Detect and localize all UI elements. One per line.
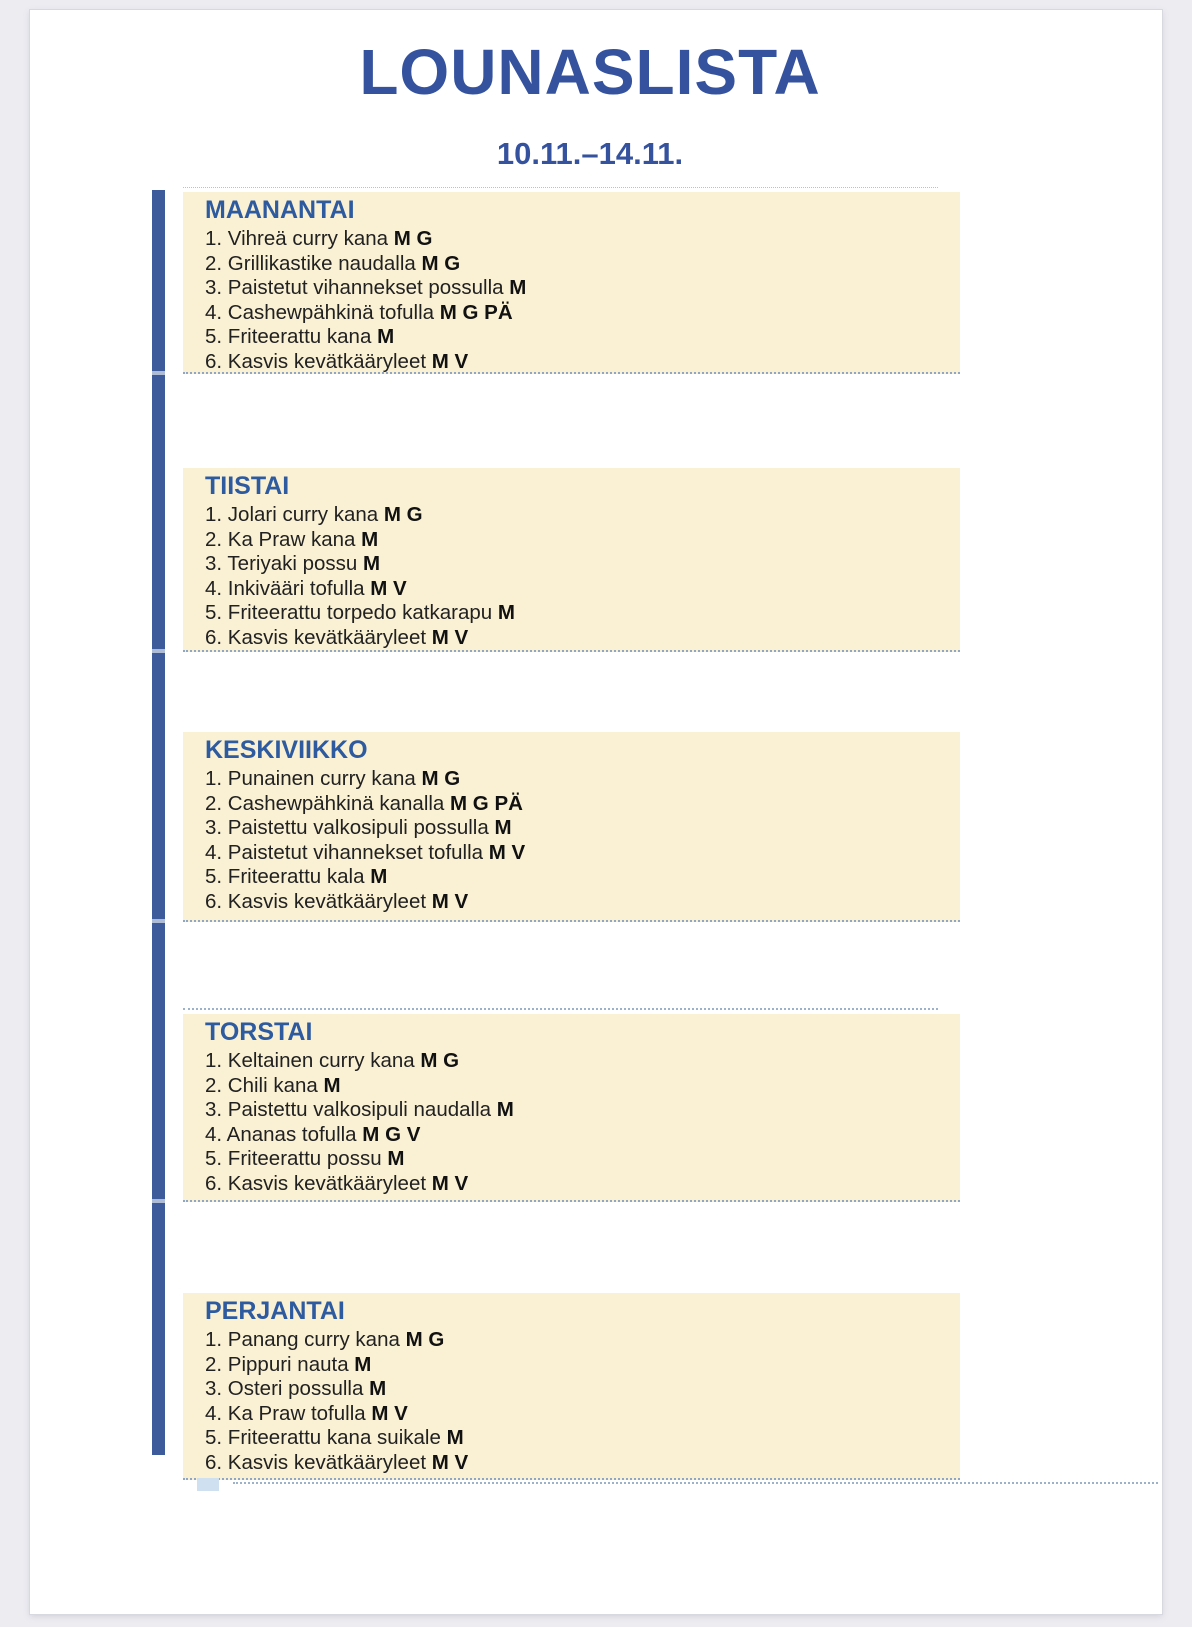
menu-item bbox=[205, 816, 960, 841]
menu-item-diet-tags: M V bbox=[370, 576, 407, 600]
menu-item-text: 4. Ka Praw tofulla bbox=[205, 1401, 372, 1425]
menu-item-diet-tags: M G bbox=[421, 767, 461, 790]
menu-item-text: 1. Keltainen curry kana bbox=[205, 1049, 421, 1072]
menu-item-diet-tags: M G V bbox=[362, 1122, 421, 1146]
menu-item-text: 5. Friteerattu torpedo katkarapu bbox=[205, 601, 498, 625]
menu-item-diet-tags: M bbox=[496, 1098, 514, 1122]
menu-item bbox=[205, 841, 960, 866]
menu-item-text: 3. Osteri possulla bbox=[205, 1377, 370, 1401]
menu-item-text: 4. Ananas tofulla bbox=[205, 1122, 363, 1146]
menu-item-text: 5. Friteerattu kana bbox=[205, 325, 378, 349]
menu-item-diet-tags: M bbox=[370, 865, 388, 889]
menu-item bbox=[205, 1353, 960, 1378]
menu-item-text: 6. Kasvis kevätkääryleet bbox=[205, 1171, 432, 1195]
menu-item-text: 3. Teriyaki possu bbox=[205, 552, 364, 576]
date-block bbox=[30, 136, 1150, 172]
day-heading: TIISTAI bbox=[205, 472, 290, 500]
top-separator-line bbox=[183, 187, 938, 188]
title-block bbox=[30, 36, 1150, 108]
menu-item bbox=[205, 552, 960, 577]
document-page bbox=[30, 10, 1162, 1614]
menu-item bbox=[205, 350, 960, 375]
menu-item-text: 3. Paistettu valkosipuli possulla bbox=[205, 816, 495, 840]
menu-item-diet-tags: M bbox=[446, 1426, 464, 1450]
menu-item-text: 5. Friteerattu possu bbox=[205, 1147, 388, 1171]
menu-item bbox=[205, 1172, 960, 1197]
menu-item-text: 1. Jolari curry kana bbox=[205, 503, 384, 526]
left-accent-bar bbox=[152, 190, 165, 1455]
menu-item bbox=[205, 1377, 960, 1402]
menu-item-text: 1. Vihreä curry kana bbox=[205, 227, 394, 250]
menu-item-text: 2. Grillikastike naudalla bbox=[205, 251, 422, 275]
menu-item-text: 3. Paistettu valkosipuli naudalla bbox=[205, 1098, 497, 1122]
menu-item bbox=[205, 503, 960, 528]
page-title: LOUNASLISTA bbox=[359, 36, 821, 108]
torstai-top-separator-line bbox=[183, 1008, 938, 1010]
week-date-range: 10.11.–14.11. bbox=[496, 136, 684, 171]
menu-item-diet-tags: M bbox=[509, 276, 527, 300]
menu-item-diet-tags: M bbox=[369, 1377, 387, 1401]
menu-item bbox=[205, 325, 960, 350]
menu-item-diet-tags: M V bbox=[431, 349, 469, 373]
menu-item bbox=[205, 792, 960, 817]
menu-item bbox=[205, 1451, 960, 1476]
menu-item-diet-tags: M G bbox=[420, 1049, 460, 1072]
menu-item bbox=[205, 276, 960, 301]
menu-item-text: 6. Kasvis kevätkääryleet bbox=[205, 349, 432, 373]
day-menu-section bbox=[183, 468, 960, 652]
menu-item-diet-tags: M V bbox=[431, 1171, 469, 1195]
menu-item-text: 6. Kasvis kevätkääryleet bbox=[205, 625, 432, 649]
day-menu-section bbox=[183, 1014, 960, 1202]
day-menu-section bbox=[183, 732, 960, 922]
footer-paragraph-mark bbox=[197, 1478, 219, 1491]
menu-item-text: 2. Ka Praw kana bbox=[205, 527, 362, 551]
menu-item-diet-tags: M V bbox=[431, 625, 469, 649]
day-menu-section bbox=[183, 192, 960, 374]
menu-item bbox=[205, 301, 960, 326]
day-heading: TORSTAI bbox=[205, 1018, 313, 1046]
menu-item bbox=[205, 1147, 960, 1172]
menu-item-text: 2. Pippuri nauta bbox=[205, 1352, 355, 1376]
menu-item-text: 5. Friteerattu kala bbox=[205, 865, 371, 889]
menu-item bbox=[205, 528, 960, 553]
menu-item-diet-tags: M bbox=[377, 325, 395, 349]
menu-item-text: 1. Punainen curry kana bbox=[205, 767, 422, 790]
menu-item bbox=[205, 577, 960, 602]
menu-item-diet-tags: M G PÄ bbox=[450, 791, 523, 815]
menu-item-list bbox=[205, 767, 960, 915]
menu-item-text: 4. Paistetut vihannekset tofulla bbox=[205, 840, 489, 864]
menu-item-diet-tags: M bbox=[363, 552, 381, 576]
menu-item-diet-tags: M bbox=[361, 527, 379, 551]
bottom-separator-line bbox=[233, 1482, 1158, 1484]
day-heading: KESKIVIIKKO bbox=[205, 736, 368, 764]
menu-item-diet-tags: M V bbox=[488, 840, 526, 864]
menu-item-diet-tags: M bbox=[354, 1352, 372, 1376]
menu-item-text: 1. Panang curry kana bbox=[205, 1328, 406, 1351]
menu-item bbox=[205, 626, 960, 651]
day-heading: PERJANTAI bbox=[205, 1297, 345, 1325]
menu-item bbox=[205, 227, 960, 252]
menu-item-diet-tags: M V bbox=[431, 889, 469, 913]
menu-item-text: 2. Chili kana bbox=[205, 1073, 324, 1097]
menu-item bbox=[205, 601, 960, 626]
menu-item bbox=[205, 1049, 960, 1074]
menu-item-diet-tags: M V bbox=[431, 1450, 469, 1474]
menu-item-diet-tags: M bbox=[323, 1073, 341, 1097]
day-menu-section bbox=[183, 1293, 960, 1480]
menu-item-text: 2. Cashewpähkinä kanalla bbox=[205, 791, 451, 815]
menu-item-text: 6. Kasvis kevätkääryleet bbox=[205, 889, 432, 913]
menu-item-list bbox=[205, 1049, 960, 1197]
menu-item bbox=[205, 1074, 960, 1099]
menu-item-diet-tags: M G bbox=[421, 251, 461, 275]
menu-item bbox=[205, 1098, 960, 1123]
menu-item-text: 4. Inkivääri tofulla bbox=[205, 576, 371, 600]
menu-item bbox=[205, 252, 960, 277]
menu-item bbox=[205, 1402, 960, 1427]
menu-item-diet-tags: M bbox=[497, 601, 515, 625]
day-heading: MAANANTAI bbox=[205, 196, 355, 224]
menu-item-text: 6. Kasvis kevätkääryleet bbox=[205, 1450, 432, 1474]
menu-item-diet-tags: M G bbox=[393, 227, 433, 250]
menu-item-diet-tags: M bbox=[387, 1147, 405, 1171]
menu-item-text: 4. Cashewpähkinä tofulla bbox=[205, 300, 440, 324]
menu-item-diet-tags: M G bbox=[405, 1328, 445, 1351]
menu-item bbox=[205, 890, 960, 915]
menu-item-text: 5. Friteerattu kana suikale bbox=[205, 1426, 447, 1450]
menu-item-diet-tags: M bbox=[494, 816, 512, 840]
menu-item-list bbox=[205, 1328, 960, 1476]
menu-item bbox=[205, 1426, 960, 1451]
menu-item-diet-tags: M G PÄ bbox=[439, 300, 513, 324]
menu-item-diet-tags: M V bbox=[371, 1401, 408, 1425]
menu-item bbox=[205, 1328, 960, 1353]
menu-item bbox=[205, 1123, 960, 1148]
menu-item bbox=[205, 767, 960, 792]
menu-item-list bbox=[205, 227, 960, 375]
menu-item-diet-tags: M G bbox=[383, 503, 423, 526]
menu-item-text: 3. Paistetut vihannekset possulla bbox=[205, 276, 510, 300]
menu-item bbox=[205, 865, 960, 890]
menu-item-list bbox=[205, 503, 960, 651]
